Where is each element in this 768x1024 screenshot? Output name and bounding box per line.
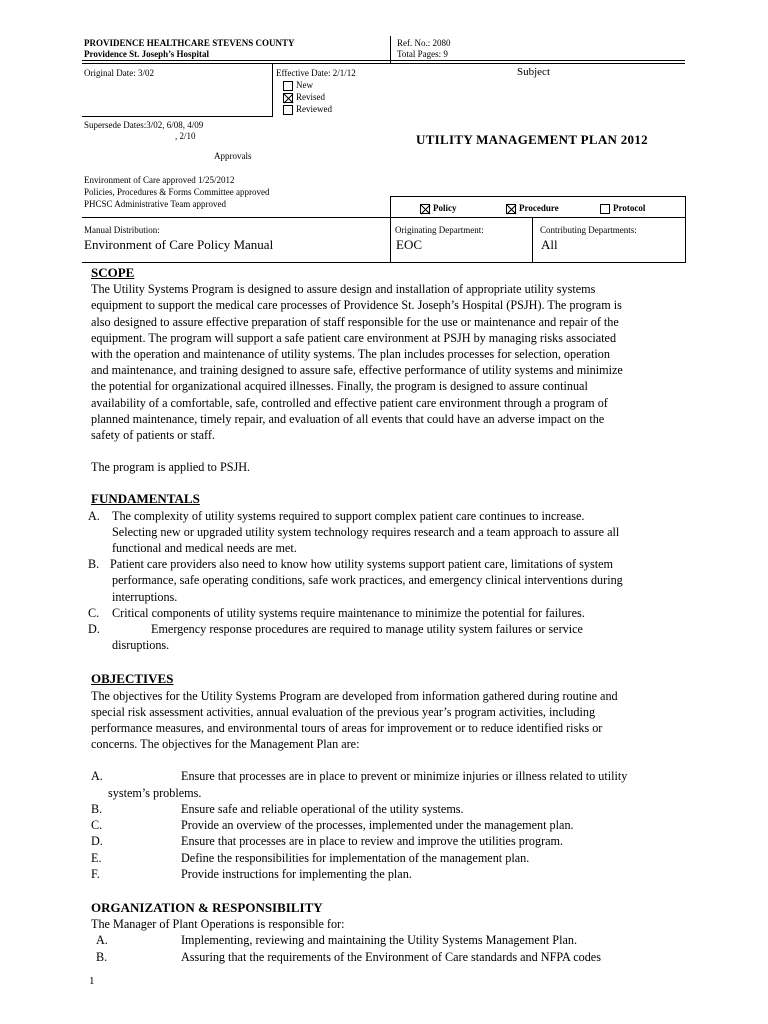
- objectives-paragraph: The objectives for the Utility Systems Program are developed from information gathered during routine and special risk assessment activities, annual evaluation of the previous year’s program activities, including performance measures, and environmental tours of areas for improvement or to reduce identified risks or concerns. The objectives for the Management Plan are:: [91, 688, 618, 752]
- originating-dept-value: EOC: [396, 237, 422, 252]
- supersede-dates-cont: , 2/10: [175, 131, 196, 141]
- contributing-dept-label: Contributing Departments:: [540, 225, 637, 235]
- fundamentals-heading: FUNDAMENTALS: [91, 491, 200, 507]
- supersede-dates: Supersede Dates:3/02, 6/08, 4/09: [84, 120, 204, 130]
- checkbox-revised-checked-icon: [283, 93, 293, 103]
- document-body: [88, 263, 711, 965]
- checkbox-protocol-icon: [600, 204, 610, 214]
- approval-phcsc: PHCSC Administrative Team approved: [84, 199, 226, 209]
- organization-heading: ORGANIZATION & RESPONSIBILITY: [91, 899, 323, 915]
- list-item: A. Implementing, reviewing and maintaining the Utility Systems Management Plan.: [96, 933, 578, 948]
- ref-number: Ref. No.: 2080: [397, 38, 451, 48]
- type-policy: Policy: [420, 202, 457, 214]
- list-item: B. Assuring that the requirements of the Environment of Care standards and NFPA codes: [96, 949, 601, 964]
- status-new: New: [283, 79, 313, 91]
- list-item: F. Provide instructions for implementing the plan.: [91, 866, 412, 881]
- list-item: B. Patient care providers also need to know how utility systems support patient care, limitations of system performance, safe operating conditions, safe work practices, and emergency clinical interventions during interruptions.: [88, 557, 623, 604]
- original-date: Original Date: 3/02: [84, 68, 154, 78]
- total-pages: Total Pages: 9: [397, 49, 448, 59]
- list-item: C. Provide an overview of the processes, implemented under the management plan.: [91, 818, 574, 833]
- manual-distribution-value: Environment of Care Policy Manual: [84, 237, 274, 252]
- approvals-label: Approvals: [214, 151, 252, 161]
- objectives-heading: OBJECTIVES: [91, 671, 174, 687]
- organization-list: [91, 932, 711, 964]
- objectives-list: [91, 768, 711, 881]
- status-reviewed: Reviewed: [283, 103, 332, 115]
- org-name: PROVIDENCE HEALTHCARE STEVENS COUNTY: [84, 38, 295, 48]
- hospital-name: Providence St. Joseph’s Hospital: [84, 49, 210, 59]
- type-procedure: Procedure: [506, 202, 559, 214]
- fundamentals-list: [88, 508, 711, 654]
- list-item: A. The complexity of utility systems required to support complex patient care continues to increase. Selecting new or upgraded utility system technology requires research and a team approach to assure all functional and medical needs are met.: [88, 508, 620, 556]
- type-protocol: Protocol: [600, 202, 645, 214]
- scope-paragraph: The Utility Systems Program is designed to assure design and installation of appropriate utility systems equipment to support the medical care processes of Providence St. Joseph’s Hospital (PSJH). The program is also designed to assure effective preparation of staff responsible for the use or maintenance and repair of the equipment. The program will support a safe patient care environment at PSJH by managing risks associated with the operation and maintenance of utility systems. The plan includes processes for selection, operation and maintenance, and training designed to assure safe, effective performance of utility systems and minimize the potential for organizational acquired illnesses. Finally, the program is designed to assure continual availability of a comfortable, safe, controlled and effective patient care environment through a program of planned maintenance, timely repair, and evaluation of all events that could have an adverse impact on the safety of patients or staff.: [91, 282, 623, 443]
- checkbox-procedure-checked-icon: [506, 204, 516, 214]
- contributing-dept-value: All: [541, 237, 558, 252]
- list-item: C. Critical components of utility systems require maintenance to minimize the potential for failures.: [88, 605, 585, 620]
- scope-heading: SCOPE: [91, 265, 135, 280]
- scope-applied: The program is applied to PSJH.: [91, 460, 251, 475]
- manual-distribution-label: Manual Distribution:: [84, 225, 160, 235]
- checkbox-policy-checked-icon: [420, 204, 430, 214]
- checkbox-new-icon: [283, 81, 293, 91]
- list-item: D. Emergency response procedures are required to manage utility system failures or service disruptions.: [88, 622, 583, 653]
- list-item: A. Ensure that processes are in place to prevent or minimize injuries or illness related to utility system’s problems.: [91, 769, 628, 800]
- page-number: 1: [89, 975, 95, 987]
- document-title: UTILITY MANAGEMENT PLAN 2012: [416, 132, 648, 147]
- approval-ppf: Policies, Procedures & Forms Committee approved: [84, 187, 270, 197]
- list-item: D. Ensure that processes are in place to review and improve the utilities program.: [91, 834, 564, 849]
- list-item: E. Define the responsibilities for implementation of the management plan.: [91, 850, 530, 865]
- subject-label: Subject: [517, 66, 550, 78]
- checkbox-reviewed-icon: [283, 105, 293, 115]
- originating-dept-label: Originating Department:: [395, 225, 484, 235]
- list-item: B. Ensure safe and reliable operational of the utility systems.: [91, 801, 464, 816]
- organization-intro: The Manager of Plant Operations is responsible for:: [91, 917, 345, 932]
- status-revised: Revised: [283, 91, 325, 103]
- effective-date: Effective Date: 2/1/12: [276, 68, 356, 78]
- approval-eoc: Environment of Care approved 1/25/2012: [84, 175, 235, 185]
